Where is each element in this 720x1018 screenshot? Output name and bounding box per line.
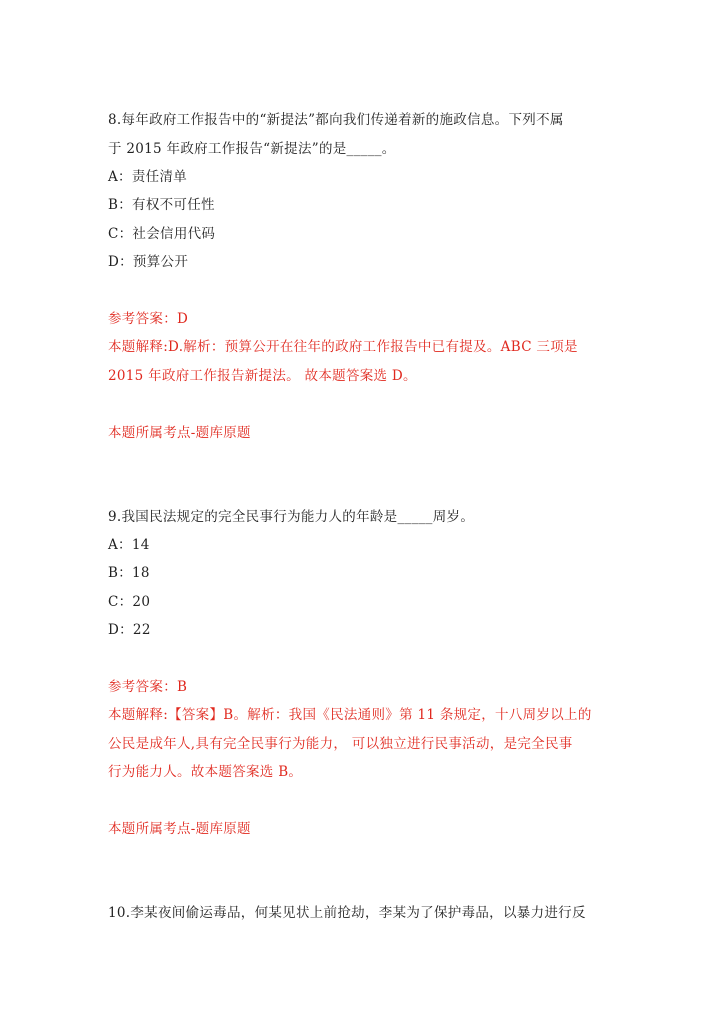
- question-10-stem-line-1: 10.李某夜间偷运毒品，何某见状上前抢劫，李某为了保护毒品，以暴力进行反: [108, 905, 586, 921]
- question-9-answer: 参考答案：B: [108, 679, 188, 695]
- question-8-answer: 参考答案：D: [108, 311, 189, 327]
- question-8-stem-line-2: 于 2015 年政府工作报告“新提法”的是_____。: [108, 141, 396, 157]
- question-8-explanation-line-1: 本题解释:D.解析：预算公开在往年的政府工作报告中已有提及。ABC 三项是: [108, 339, 578, 355]
- question-9-explanation-line-1: 本题解释:【答案】B。解析：我国《民法通则》第 11 条规定，十八周岁以上的: [108, 707, 592, 723]
- question-9-explanation-line-2: 公民是成年人,具有完全民事行为能力， 可以独立进行民事活动，是完全民事: [108, 736, 573, 752]
- question-9-option-c: C：20: [108, 594, 151, 610]
- question-9-option-a: A：14: [108, 537, 150, 553]
- question-8-option-b: B：有权不可任性: [108, 197, 215, 213]
- question-8-explanation-line-2: 2015 年政府工作报告新提法。 故本题答案选 D。: [108, 368, 417, 384]
- question-9-option-b: B：18: [108, 565, 150, 581]
- question-9-explanation-line-3: 行为能力人。故本题答案选 B。: [108, 764, 303, 780]
- question-9-stem-line-1: 9.我国民法规定的完全民事行为能力人的年龄是_____周岁。: [108, 509, 475, 525]
- question-9-option-d: D：22: [108, 622, 151, 638]
- question-8-stem-line-1: 8.每年政府工作报告中的“新提法”都向我们传递着新的施政信息。下列不属: [108, 112, 564, 128]
- question-8-topic: 本题所属考点-题库原题: [108, 425, 251, 441]
- question-8-option-d: D：预算公开: [108, 254, 189, 270]
- question-9-topic: 本题所属考点-题库原题: [108, 821, 251, 837]
- question-8-option-c: C：社会信用代码: [108, 226, 216, 242]
- question-8-option-a: A：责任清单: [108, 169, 188, 185]
